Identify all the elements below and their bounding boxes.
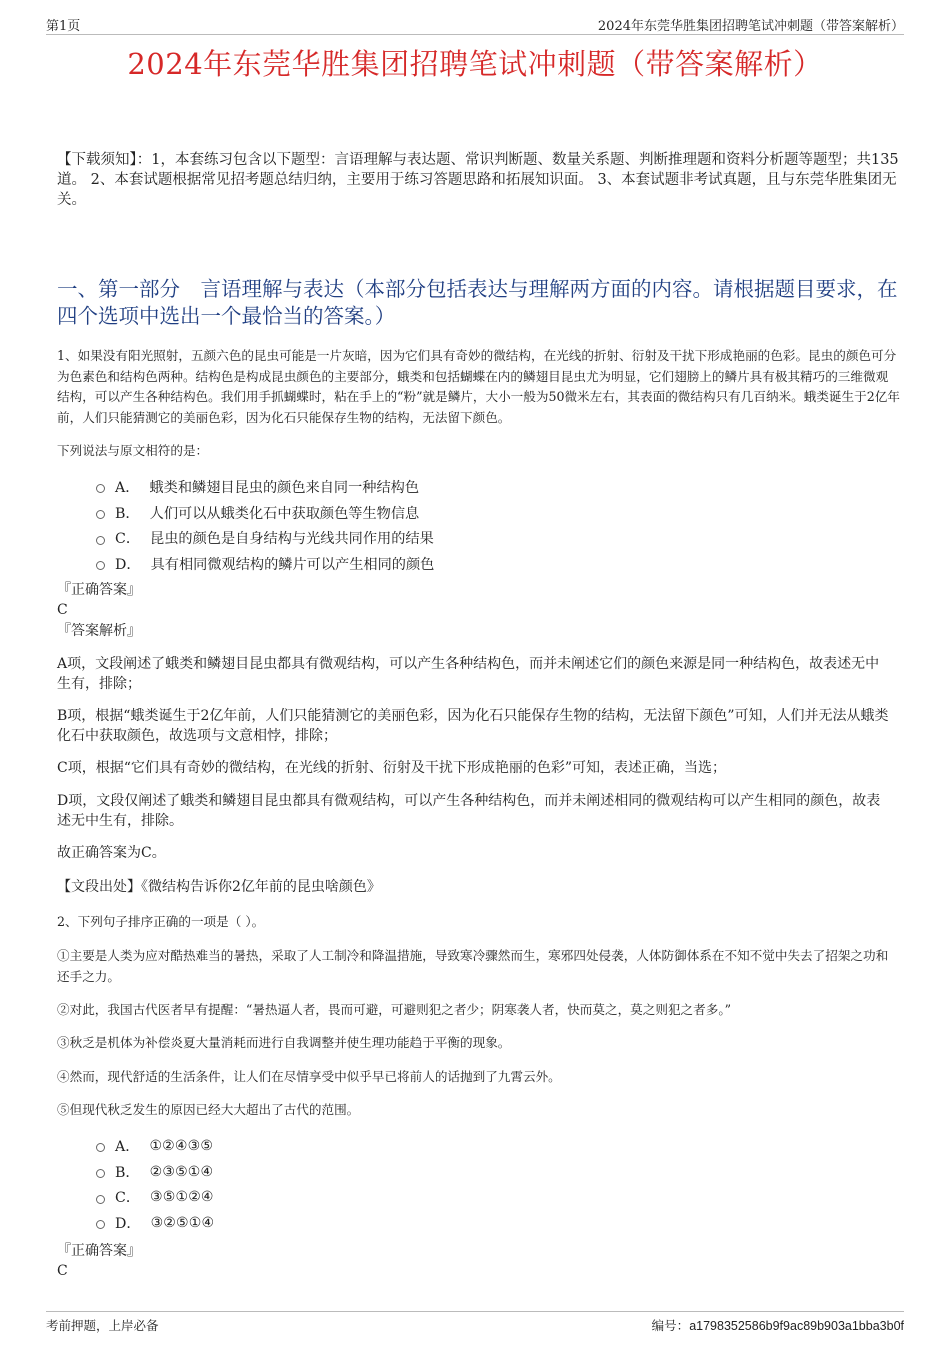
question-2-sentence-5: ⑤但现代秋乏发生的原因已经大大超出了古代的范围。 bbox=[57, 1102, 360, 1117]
analysis-conclusion: 故正确答案为C。 bbox=[57, 845, 166, 861]
question-2-sentence-2: ②对此，我国古代医者早有提醒：“暑热逼人者，畏而可避，可避则犯之者少；阴寒袭人者，快而莫之，莫之则犯之者多。” bbox=[57, 1002, 732, 1017]
page-footer bbox=[46, 1311, 904, 1335]
option-text: ①②④③⑤ bbox=[149, 1137, 214, 1154]
option-label: A． bbox=[115, 1138, 140, 1155]
analysis-heading: 『答案解析』 bbox=[57, 623, 141, 639]
option-text: 昆虫的颜色是自身结构与光线共同作用的结果 bbox=[150, 531, 434, 548]
section-title: 一、第一部分 言语理解与表达（本部分包括表达与理解两方面的内容。请根据题目要求，在四个选项中选出一个最恰当的答案。） bbox=[57, 277, 898, 328]
option-label: C． bbox=[115, 531, 141, 548]
analysis-b: B项，根据“蛾类诞生于2亿年前，人们只能猜测它的美丽色彩，因为化石只能保存生物的结构，无法留下颜色”可知，人们并无法从蛾类化石中获取颜色，故选项与文意相悖，排除； bbox=[57, 708, 889, 744]
answer-value: C bbox=[57, 602, 68, 618]
option-text: 蛾类和鳞翅目昆虫的颜色来自同一种结构色 bbox=[149, 479, 420, 496]
analysis-a: A项，文段阐述了蛾类和鳞翅目昆虫都具有微观结构，可以产生各种结构色，而并未阐述它们的颜色来源是同一种结构色，故表述无中生有，排除； bbox=[57, 656, 880, 692]
radio-icon[interactable] bbox=[96, 1169, 105, 1178]
option-label: B． bbox=[115, 1164, 140, 1181]
question-2-option-d[interactable] bbox=[96, 1210, 214, 1236]
option-label: D． bbox=[115, 556, 141, 573]
page-header bbox=[46, 12, 904, 35]
question-2-sentence-4: ④然而，现代舒适的生活条件，让人们在尽情享受中似乎早已将前人的话抛到了九霄云外。 bbox=[57, 1069, 561, 1084]
question-1-option-b[interactable] bbox=[96, 500, 434, 526]
document-title: 2024年东莞华胜集团招聘笔试冲刺题（带答案解析） bbox=[127, 47, 823, 81]
option-label: C． bbox=[115, 1190, 141, 1207]
question-1-prompt: 下列说法与原文相符的是： bbox=[57, 443, 209, 458]
question-1-options bbox=[96, 474, 434, 577]
question-1-stem: 1、如果没有阳光照射，五颜六色的昆虫可能是一片灰暗，因为它们具有奇妙的微结构，在光线的折射、衍射及干扰下形成艳丽的色彩。昆虫的颜色可分为色素色和结构色两种。结构色是构成昆虫颜色的主要部分，蛾类和包括蝴蝶在内的鳞翅目昆虫尤为明显，它们翅膀上的鳞片具有极其精巧的三维微观结构，可以产生各种结构色。我们用手抓蝴蝶时，粘在手上的“粉”就是鳞片，大小一般为50微米左右，其表面的微结构只有几百纳米。蛾类诞生于2亿年前，人们只能猜测它的美丽色彩，因为化石只能保存生物的结构，无法留下颜色。 bbox=[57, 348, 900, 425]
question-2-answer-value: C bbox=[57, 1263, 68, 1279]
analysis-d: D项，文段仅阐述了蛾类和鳞翅目昆虫都具有微观结构，可以产生各种结构色，而并未阐述相同的微观结构可以产生相同的颜色，故表述无中生有，排除。 bbox=[57, 793, 881, 829]
question-2-options bbox=[96, 1133, 214, 1236]
radio-icon[interactable] bbox=[96, 536, 105, 545]
question-2-option-c[interactable] bbox=[96, 1184, 214, 1210]
option-text: 人们可以从蛾类化石中获取颜色等生物信息 bbox=[149, 505, 420, 522]
page-number: 第1页 bbox=[46, 19, 81, 34]
question-2-option-b[interactable] bbox=[96, 1159, 214, 1185]
question-1-option-d[interactable] bbox=[96, 551, 434, 577]
question-2-sentence-3: ③秋乏是机体为补偿炎夏大量消耗而进行自我调整并使生理功能趋于平衡的现象。 bbox=[57, 1035, 511, 1050]
radio-icon[interactable] bbox=[96, 1195, 105, 1204]
option-label: A． bbox=[115, 479, 140, 496]
option-text: ②③⑤①④ bbox=[149, 1163, 214, 1180]
radio-icon[interactable] bbox=[96, 510, 105, 519]
footer-code bbox=[652, 1316, 904, 1334]
footer-slogan: 考前押题，上岸必备 bbox=[46, 1318, 159, 1333]
text-source: 【文段出处】《微结构告诉你2亿年前的昆虫啥颜色》 bbox=[57, 879, 381, 895]
radio-icon[interactable] bbox=[96, 1220, 105, 1229]
download-notice: 【下载须知】：1，本套练习包含以下题型：言语理解与表达题、常识判断题、数量关系题、判断推理题和资料分析题等题型；共135道。 2、本套试题根据常见招考题总结归纳，主要用于练习答题思路和拓展知识面。 3、本套试题非考试真题，且与东莞华胜集团无关。 bbox=[57, 152, 899, 208]
header-doc-title: 2024年东莞华胜集团招聘笔试冲刺题（带答案解析） bbox=[597, 19, 904, 34]
option-text: 具有相同微观结构的鳞片可以产生相同的颜色 bbox=[150, 556, 435, 573]
question-2-answer-heading: 『正确答案』 bbox=[57, 1243, 141, 1259]
option-text: ③②⑤①④ bbox=[150, 1214, 215, 1231]
option-text: ③⑤①②④ bbox=[150, 1189, 214, 1206]
option-label: B． bbox=[115, 505, 140, 522]
answer-heading: 『正确答案』 bbox=[57, 582, 141, 598]
footer-code-label: 编号： bbox=[651, 1318, 690, 1333]
question-2-sentence-1: ①主要是人类为应对酷热难当的暑热，采取了人工制冷和降温措施，导致寒冷骤然而生，寒邪四处侵袭，人体防御体系在不知不觉中失去了招架之功和还手之力。 bbox=[57, 948, 889, 984]
footer-code-value: a1798352586b9f9ac89b903a1bba3b0f bbox=[689, 1319, 904, 1333]
option-label: D． bbox=[115, 1215, 141, 1232]
analysis-c: C项，根据“它们具有奇妙的微结构，在光线的折射、衍射及干扰下形成艳丽的色彩”可知，表述正确，当选； bbox=[57, 760, 727, 776]
radio-icon[interactable] bbox=[96, 484, 105, 493]
question-1-option-a[interactable] bbox=[96, 474, 434, 500]
radio-icon[interactable] bbox=[96, 561, 105, 570]
question-2-option-a[interactable] bbox=[96, 1133, 214, 1159]
question-1-option-c[interactable] bbox=[96, 525, 434, 551]
radio-icon[interactable] bbox=[96, 1143, 105, 1152]
question-2-stem: 2、下列句子排序正确的一项是（ ）。 bbox=[57, 914, 265, 929]
